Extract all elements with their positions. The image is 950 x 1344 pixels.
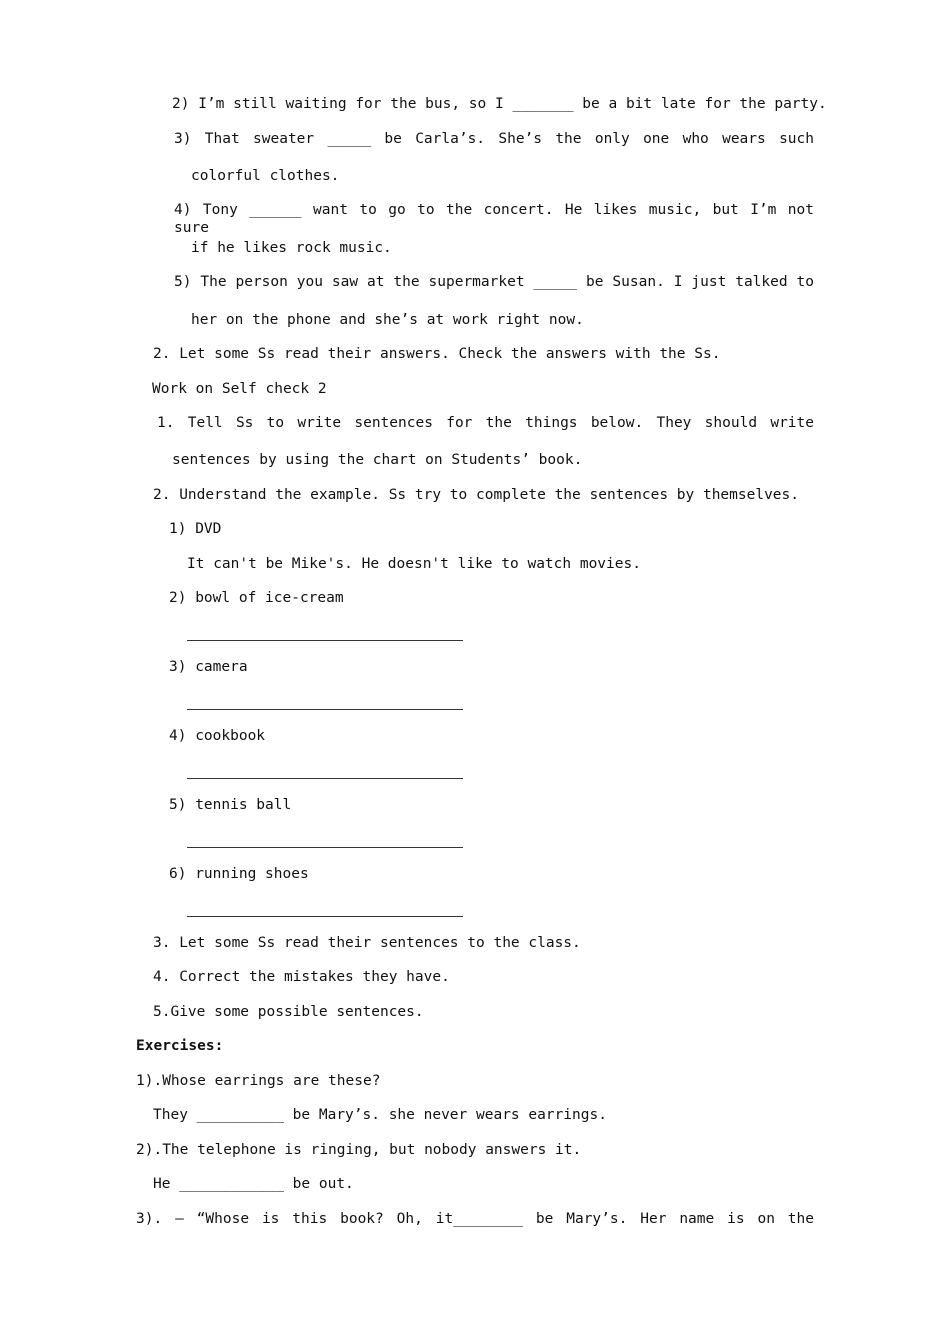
step-4-line: 4. Correct the mistakes they have.	[153, 969, 450, 985]
item-1: 1) DVD	[169, 521, 222, 537]
item-5: 5) tennis ball	[169, 797, 292, 813]
q5-line1: 5) The person you saw at the supermarket _____ be Susan. I just talked to	[174, 274, 814, 290]
exercise-3-question: 3). — “Whose is this book? Oh, it________ be Mary’s. Her name is on the	[136, 1211, 814, 1227]
q5-line2: her on the phone and she’s at work right now.	[191, 312, 584, 328]
sc2-step1-line2: sentences by using the chart on Students’ book.	[172, 452, 583, 468]
q3-line2: colorful clothes.	[191, 168, 340, 184]
answer-blank-2[interactable]	[187, 640, 463, 641]
item-3: 3) camera	[169, 659, 248, 675]
section-heading-self-check-2: Work on Self check 2	[152, 381, 327, 397]
q4-line2: if he likes rock music.	[191, 240, 392, 256]
answer-blank-6[interactable]	[187, 916, 463, 917]
sc2-step1-line1: 1. Tell Ss to write sentences for the things below. They should write	[157, 415, 814, 431]
step-2-line: 2. Let some Ss read their answers. Check the answers with the Ss.	[153, 346, 721, 362]
step-5-line: 5.Give some possible sentences.	[153, 1004, 424, 1020]
item-6: 6) running shoes	[169, 866, 309, 882]
item-2: 2) bowl of ice-cream	[169, 590, 344, 606]
answer-blank-5[interactable]	[187, 847, 463, 848]
step-3-line: 3. Let some Ss read their sentences to the class.	[153, 935, 581, 951]
item-4: 4) cookbook	[169, 728, 266, 744]
answer-blank-4[interactable]	[187, 778, 463, 779]
exercise-2-answer: He ____________ be out.	[153, 1176, 354, 1192]
sc2-step2-line: 2. Understand the example. Ss try to complete the sentences by themselves.	[153, 487, 800, 503]
q4-line1: 4) Tony ______ want to go to the concert. He likes music, but I’m not sure	[174, 202, 814, 236]
item-1-example: It can't be Mike's. He doesn't like to watch movies.	[187, 556, 641, 572]
exercise-1-question: 1).Whose earrings are these?	[136, 1073, 381, 1089]
exercise-1-answer: They __________ be Mary’s. she never wears earrings.	[153, 1107, 607, 1123]
exercises-heading: Exercises:	[136, 1038, 224, 1054]
q3-line1: 3) That sweater _____ be Carla’s. She’s the only one who wears such	[174, 131, 814, 147]
q2-line: 2) I’m still waiting for the bus, so I _______ be a bit late for the party.	[172, 96, 827, 112]
answer-blank-3[interactable]	[187, 709, 463, 710]
exercise-2-question: 2).The telephone is ringing, but nobody answers it.	[136, 1142, 582, 1158]
